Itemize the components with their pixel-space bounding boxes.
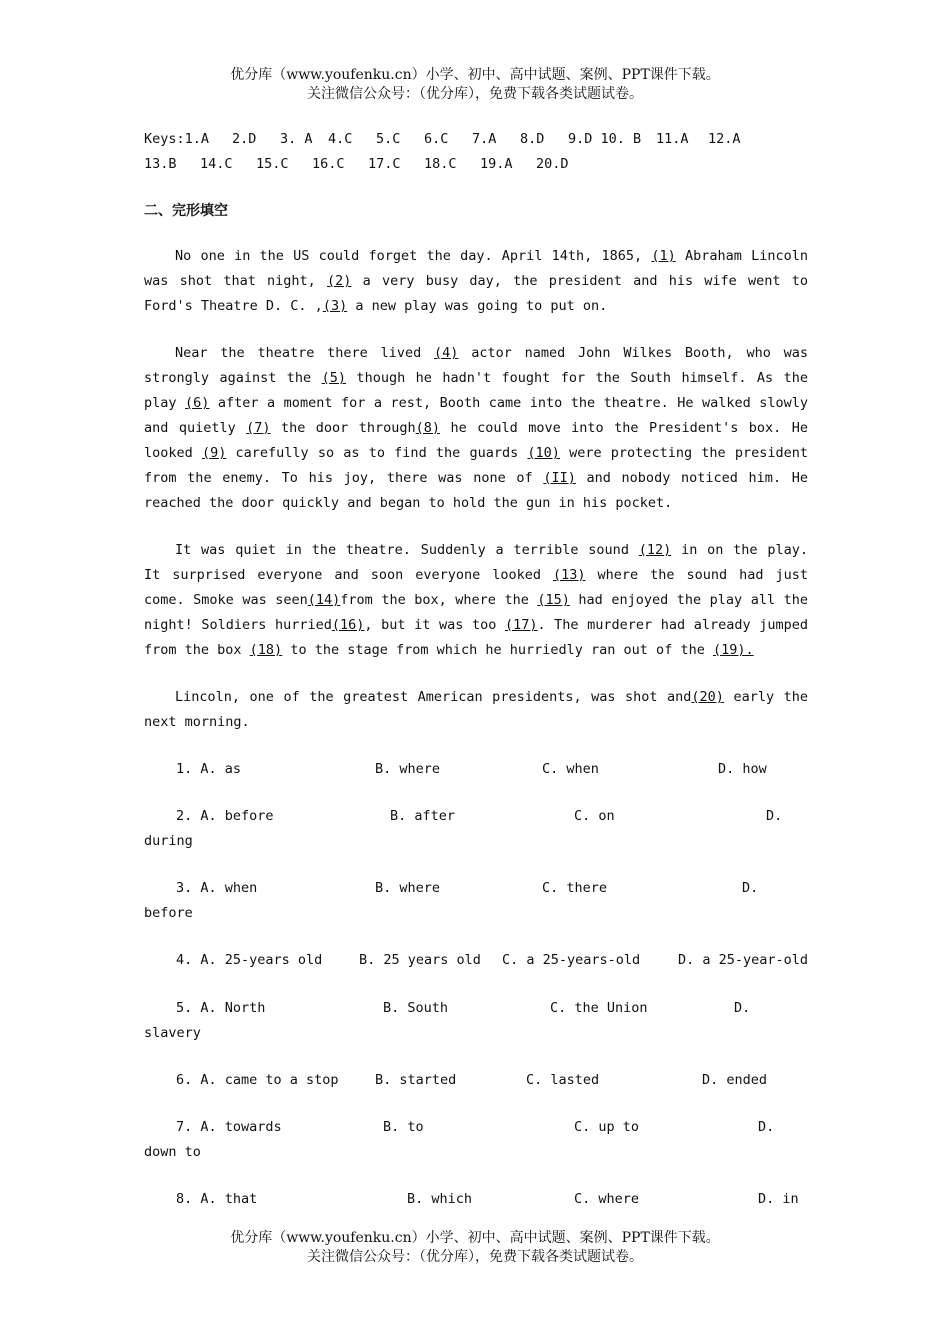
blank-8: (8) [415,420,441,436]
passage-text: to the stage from which he hurriedly ran out of the [282,642,713,658]
passage-text: No one in the US could forget the day. April 14th, 1865, [175,248,652,264]
question-1 [144,757,808,782]
option-c: C. when [542,761,599,777]
keys-row-2 [144,152,824,177]
option-c: C. up to [574,1119,640,1135]
passage-text: early the next morning. [144,689,808,730]
key-item: 4.C [328,131,353,147]
blank-7: (7) [246,420,271,436]
passage-paragraph-2 [144,341,808,516]
option-c: C. lasted [526,1072,600,1088]
question-2 [144,804,808,854]
passage-text: actor named John Wilkes Booth, who was strongly against the [144,345,809,386]
page-header [0,66,950,104]
blank-2: (2) [327,273,352,289]
option-d: D. ended [702,1072,768,1088]
passage-text: the door through [270,420,416,436]
key-item: 17.C [368,156,401,172]
blank-12: (12) [638,542,672,558]
blank-4: (4) [434,345,459,361]
option-b: B. South [383,1000,449,1016]
passage-paragraph-3 [144,538,808,663]
key-item: 3. A [280,131,313,147]
key-item: 14.C [200,156,233,172]
key-item: 19.A [480,156,513,172]
option-b: B. where [375,761,441,777]
option-b: B. which [407,1191,473,1207]
option-b: B. 25 years old [359,952,481,968]
blank-13: (13) [553,567,586,583]
blank-18: (18) [249,642,283,658]
key-item: 16.C [312,156,345,172]
question-8 [144,1187,808,1212]
option-d: D. [742,880,759,896]
option-a: 5. A. North [176,1000,266,1016]
option-c: C. on [574,808,615,824]
key-item: Keys:1.A [144,131,210,147]
blank-19: (19). [712,642,754,658]
option-c: C. there [542,880,608,896]
option-b: B. started [375,1072,457,1088]
key-item: 13.B [144,156,177,172]
key-item: 2.D [232,131,257,147]
key-item: 15.C [256,156,289,172]
option-c: C. a 25-years-old [502,952,641,968]
footer-line-1: 优分库（www.youfenku.cn）小学、初中、高中试题、案例、PPT课件下载。 [230,1230,720,1246]
passage-paragraph-4 [144,685,808,735]
passage-text: though he hadn't fought for the South himself. As the play [144,370,808,411]
question-4 [144,948,808,973]
option-a: 3. A. when [176,880,258,896]
option-d-text: slavery [144,1025,201,1041]
option-d: D. in [758,1191,799,1207]
header-line-2: 关注微信公众号：（优分库），免费下载各类试题试卷。 [307,86,643,102]
passage-text: had enjoyed the play all the night! Soldiers hurried [144,592,808,633]
option-d-text: down to [144,1144,201,1160]
option-d: D. [734,1000,751,1016]
passage-text: and nobody noticed him. He reached the door quickly and began to hold the gun in his pocket. [144,470,808,511]
passage-text: from the box, where the [340,592,538,608]
passage-text: where the sound had just come. Smoke was seen [144,567,808,608]
key-item: 8.D [520,131,545,147]
option-d: D. a 25-year-old [678,952,809,968]
footer-line-2: 关注微信公众号：（优分库），免费下载各类试题试卷。 [307,1249,643,1265]
section-title: 二、完形填空 [144,203,228,219]
blank-17: (17) [504,617,538,633]
option-d-text: during [144,833,193,849]
blank-3: (3) [322,298,348,314]
page-footer [0,1229,950,1267]
blank-1: (1) [651,248,676,264]
option-d: D. how [718,761,767,777]
key-item: 12.A [708,131,741,147]
key-item: 9.D 10. B [568,131,642,147]
blank-9: (9) [201,445,227,461]
key-item: 11.A [656,131,689,147]
key-item: 5.C [376,131,401,147]
option-c: C. where [574,1191,640,1207]
passage-text: carefully so as to find the guards [226,445,528,461]
passage-text: a very busy day, the president and his wife went to Ford's Theatre D. C. , [144,273,809,314]
question-6 [144,1068,808,1093]
question-7 [144,1115,808,1165]
option-d: D. [758,1119,775,1135]
question-5 [144,996,808,1046]
question-3 [144,876,808,926]
option-a: 1. A. as [176,761,242,777]
blank-15: (15) [537,592,570,608]
key-item: 6.C [424,131,449,147]
option-a: 6. A. came to a stop [176,1072,339,1088]
option-a: 7. A. towards [176,1119,282,1135]
blank-16: (16) [331,617,365,633]
option-a: 2. A. before [176,808,274,824]
blank-5: (5) [321,370,346,386]
passage-text: Abraham Lincoln was shot that night, [144,248,809,289]
blank-20: (20) [691,689,724,705]
passage-paragraph-1 [144,244,808,319]
key-item: 7.A [472,131,497,147]
passage-text: Lincoln, one of the greatest American presidents, was shot and [175,689,692,705]
passage-text: he could move into the President's box. He looked [144,420,808,461]
key-item: 20.D [536,156,569,172]
option-c: C. the Union [550,1000,648,1016]
blank-11: (II) [543,470,576,486]
blank-10: (10) [527,445,560,461]
passage-text: , but it was too [364,617,505,633]
option-d-text: before [144,905,193,921]
passage-text: after a moment for a rest, Booth came into the theatre. He walked slowly and quietly [144,395,808,436]
keys-row-1 [144,127,824,152]
blank-14: (14) [307,592,341,608]
answer-keys [144,127,824,177]
header-line-1: 优分库（www.youfenku.cn）小学、初中、高中试题、案例、PPT课件下载。 [230,67,720,83]
key-item: 18.C [424,156,457,172]
passage-text: Near the theatre there lived [175,345,435,361]
option-a: 4. A. 25-years old [176,952,323,968]
option-b: B. where [375,880,441,896]
option-a: 8. A. that [176,1191,258,1207]
passage-text: . The murderer had already jumped from the box [144,617,809,658]
passage-text: were protecting the president from the enemy. To his joy, there was none of [144,445,808,486]
option-d: D. [766,808,783,824]
passage-text: in on the play. It surprised everyone and soon everyone looked [144,542,808,583]
blank-6: (6) [185,395,210,411]
option-b: B. after [390,808,456,824]
passage-text: a new play was going to put on. [347,298,608,314]
option-b: B. to [383,1119,424,1135]
passage-text: It was quiet in the theatre. Suddenly a terrible sound [175,542,639,558]
